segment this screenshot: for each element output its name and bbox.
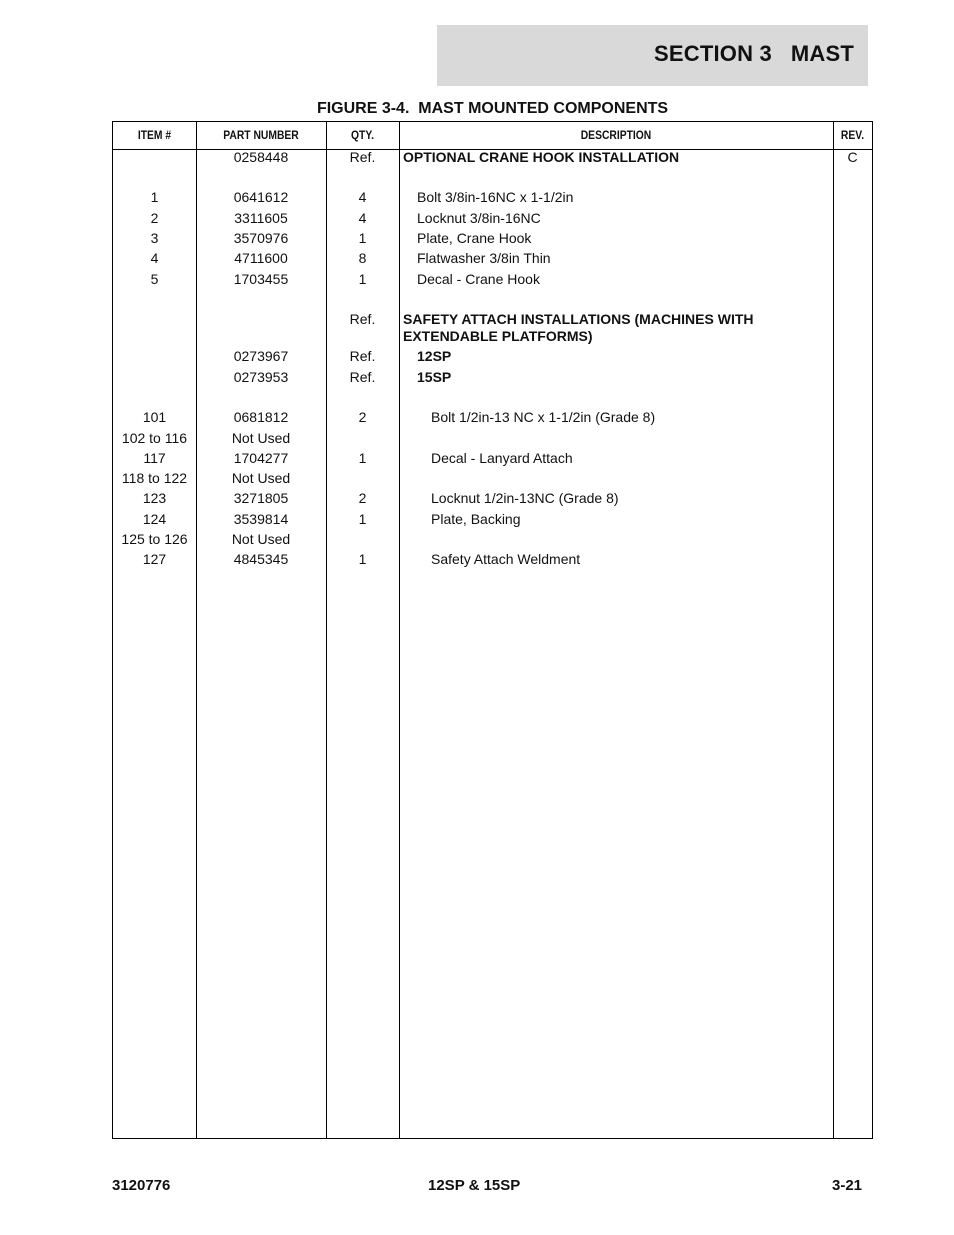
column-header-item: ITEM #: [137, 128, 172, 142]
description-cell: 12SP: [417, 348, 452, 364]
quantity-cell: 1: [358, 230, 367, 246]
item-number-cell: 4: [150, 250, 159, 266]
description-cell: Plate, Backing: [431, 511, 521, 527]
description-cell: 15SP: [417, 369, 452, 385]
item-number-cell: 125 to 126: [121, 531, 188, 547]
description-cell: Locknut 3/8in-16NC: [417, 210, 541, 226]
quantity-cell: 1: [358, 551, 367, 567]
quantity-cell: 1: [358, 450, 367, 466]
column-header-rev: REV.: [840, 128, 865, 142]
column-divider: [833, 122, 834, 1138]
item-number-cell: 3: [150, 230, 159, 246]
footer-document-number: 3120776: [112, 1177, 171, 1194]
quantity-cell: Ref.: [349, 149, 376, 165]
part-number-cell: 4845345: [233, 551, 289, 567]
section-header-band: [437, 25, 868, 86]
description-cell: Decal - Crane Hook: [417, 271, 540, 287]
quantity-cell: 8: [358, 250, 367, 266]
part-number-cell: Not Used: [231, 430, 291, 446]
item-number-cell: 1: [150, 189, 159, 205]
part-number-cell: 0273953: [233, 369, 289, 385]
description-cell: Flatwasher 3/8in Thin: [417, 250, 551, 266]
item-number-cell: 5: [150, 271, 159, 287]
item-number-cell: 117: [143, 450, 166, 466]
description-cell: Locknut 1/2in-13NC (Grade 8): [431, 490, 619, 506]
part-number-cell: 1704277: [233, 450, 289, 466]
part-number-cell: 3311605: [234, 210, 288, 226]
quantity-cell: Ref.: [349, 369, 376, 385]
part-number-cell: 0258448: [233, 149, 289, 165]
part-number-cell: 0681812: [233, 409, 289, 425]
description-cell: Bolt 1/2in-13 NC x 1-1/2in (Grade 8): [431, 409, 656, 425]
part-number-cell: 3271805: [233, 490, 289, 506]
footer-model: 12SP & 15SP: [428, 1177, 521, 1194]
part-number-cell: 3539814: [233, 511, 289, 527]
item-number-cell: 101: [142, 409, 167, 425]
description-cell: Bolt 3/8in-16NC x 1-1/2in: [417, 189, 574, 205]
quantity-cell: 1: [358, 271, 367, 287]
quantity-cell: 4: [358, 210, 367, 226]
quantity-cell: 2: [358, 409, 367, 425]
item-number-cell: 124: [142, 511, 167, 527]
footer-page-number: 3-21: [832, 1177, 863, 1194]
column-header-part-number: PART NUMBER: [223, 128, 299, 142]
column-header-qty: QTY.: [351, 128, 374, 142]
item-number-cell: 2: [150, 210, 159, 226]
description-cell: OPTIONAL CRANE HOOK INSTALLATION: [403, 149, 680, 165]
part-number-cell: 4711600: [234, 250, 288, 266]
revision-cell: C: [847, 149, 858, 165]
quantity-cell: 2: [358, 490, 367, 506]
item-number-cell: 118 to 122: [121, 470, 188, 486]
quantity-cell: Ref.: [349, 311, 376, 327]
part-number-cell: Not Used: [231, 531, 291, 547]
item-number-cell: 127: [142, 551, 167, 567]
description-cell: Safety Attach Weldment: [431, 551, 581, 567]
item-number-cell: 123: [142, 490, 167, 506]
figure-title: FIGURE 3-4. MAST MOUNTED COMPONENTS: [316, 100, 669, 117]
column-header-description: DESCRIPTION: [580, 128, 652, 142]
description-cell: Decal - Lanyard Attach: [431, 450, 573, 466]
section-title: SECTION 3 MAST: [654, 41, 854, 66]
part-number-cell: 0641612: [233, 189, 289, 205]
description-cell: Plate, Crane Hook: [417, 230, 532, 246]
quantity-cell: Ref.: [349, 348, 376, 364]
item-number-cell: 102 to 116: [121, 430, 188, 446]
part-number-cell: Not Used: [231, 470, 291, 486]
description-cell: SAFETY ATTACH INSTALLATIONS (MACHINES WITH EXTENDABLE PLATFORMS): [403, 311, 754, 344]
quantity-cell: 1: [358, 511, 367, 527]
part-number-cell: 3570976: [233, 230, 289, 246]
quantity-cell: 4: [358, 189, 367, 205]
part-number-cell: 1703455: [233, 271, 289, 287]
parts-table: [112, 121, 873, 1139]
part-number-cell: 0273967: [233, 348, 289, 364]
column-divider: [399, 122, 400, 1138]
